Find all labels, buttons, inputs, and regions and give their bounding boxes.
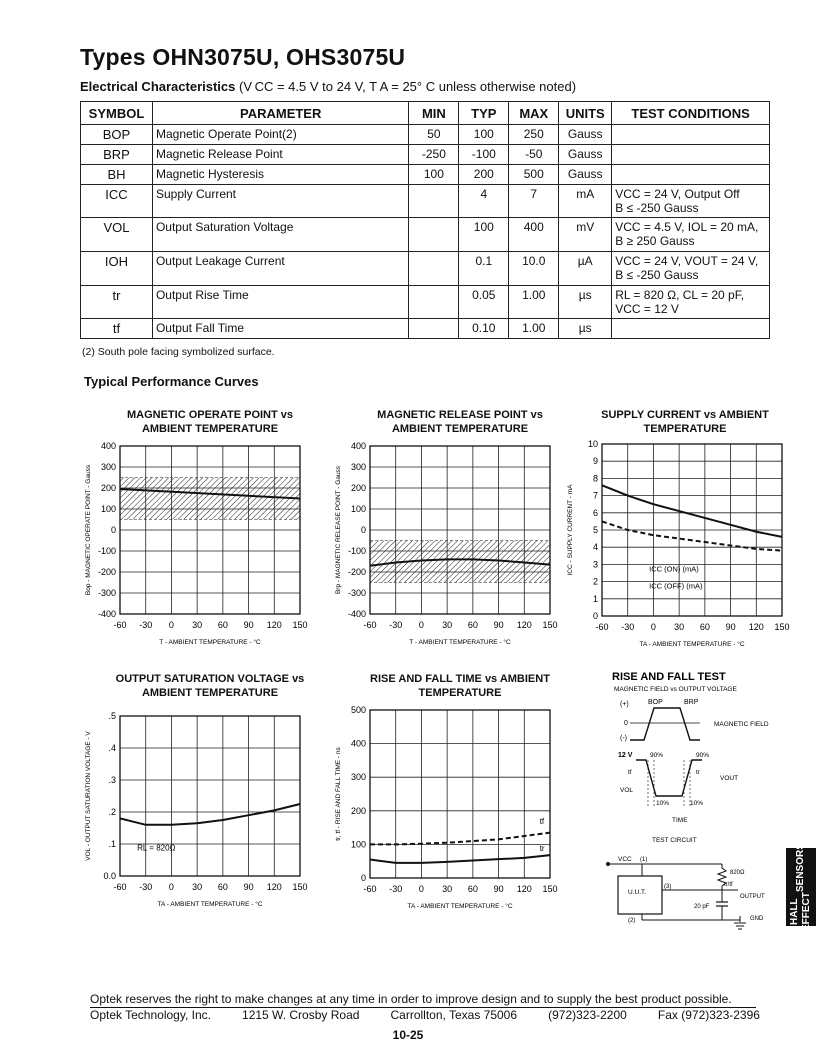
- cell-param: Magnetic Operate Point(2): [152, 125, 408, 145]
- y-tick-label: -300: [97, 588, 116, 598]
- series-line: [120, 804, 300, 825]
- tab-line-2: SENSORS: [795, 843, 806, 892]
- cell-sym: BH: [81, 165, 153, 185]
- series-line: [602, 521, 782, 550]
- y-tick-label: 5: [592, 525, 598, 535]
- y-tick-label: 1: [592, 593, 598, 604]
- x-tick-label: 120: [266, 620, 282, 630]
- x-tick-label: 120: [516, 884, 532, 894]
- rl-annotation: RL = 820Ω: [137, 843, 176, 853]
- x-tick-label: 90: [725, 622, 736, 632]
- y-tick-label: .3: [108, 775, 116, 785]
- test-condition-line: B ≤ -250 Gauss: [615, 201, 699, 215]
- table-row: [81, 185, 770, 218]
- section-title: Typical Performance Curves: [84, 374, 259, 389]
- cell-min: 50: [409, 125, 459, 145]
- rise-fall-test-diagram: [598, 668, 784, 932]
- chart-1-title: [110, 408, 310, 436]
- x-tick-label: -30: [389, 884, 403, 894]
- test-condition-line: B ≤ -250 Gauss: [615, 268, 699, 282]
- electrical-characteristics-table: [80, 101, 770, 339]
- col-header: PARAMETER: [152, 102, 408, 125]
- y-tick-label: 3: [592, 559, 598, 570]
- y-tick-label: 2: [592, 576, 598, 587]
- cell-max: 1.00: [509, 319, 559, 339]
- vcc-label: VCC: [618, 856, 632, 863]
- pin3-label: (3): [664, 884, 672, 890]
- timing-title: RISE AND FALL TEST: [612, 671, 726, 683]
- y-tick-label: 7: [592, 490, 598, 501]
- cell-param: Magnetic Hysteresis: [152, 165, 408, 185]
- x-axis-label: T - AMBIENT TEMPERATURE - °C: [409, 639, 511, 646]
- x-tick-label: 120: [516, 620, 532, 630]
- magnetic-field-wave: [630, 708, 700, 740]
- y-tick-label: 200: [100, 483, 116, 493]
- x-tick-label: 0: [168, 620, 174, 630]
- output-label: OUTPUT: [740, 894, 765, 900]
- tolerance-band: [120, 478, 300, 520]
- y-tick-label: 0: [110, 525, 116, 535]
- cell-sym: tr: [81, 286, 153, 319]
- y-tick-label: 0: [360, 873, 366, 883]
- y-tick-label: 100: [350, 504, 366, 514]
- y-tick-label: 200: [350, 805, 366, 816]
- x-tick-label: 0: [418, 620, 424, 630]
- x-tick-label: -60: [595, 622, 609, 632]
- cell-min: [409, 185, 459, 218]
- y-tick-label: .5: [108, 711, 116, 721]
- vout-label: VOUT: [720, 775, 739, 782]
- x-tick-label: 30: [192, 882, 203, 892]
- x-tick-label: 30: [674, 622, 685, 632]
- cell-test-conditions: [612, 319, 770, 339]
- uut-label: U.U.T.: [628, 889, 647, 896]
- cell-typ: 0.1: [459, 252, 509, 286]
- icc-off-label: ICC (OFF) (mA): [649, 581, 703, 591]
- p90a-label: 90%: [650, 752, 664, 759]
- x-tick-label: 150: [774, 622, 790, 632]
- table-row: [81, 218, 770, 252]
- chart-1-title-text: MAGNETIC OPERATE POINT vs AMBIENT TEMPERATURE: [126, 409, 294, 435]
- v12-label: 12 V: [618, 752, 633, 759]
- y-tick-label: 300: [350, 772, 366, 783]
- col-header: MAX: [509, 102, 559, 125]
- x-tick-label: 30: [192, 620, 203, 630]
- chart-2-title: [360, 408, 560, 436]
- col-header: TYP: [459, 102, 509, 125]
- cell-sym: IOH: [81, 252, 153, 286]
- footer-address: 1215 W. Crosby Road: [242, 1008, 360, 1022]
- x-tick-label: -60: [113, 620, 127, 630]
- cell-units: Gauss: [559, 165, 612, 185]
- y-tick-label: 400: [100, 441, 116, 451]
- x-tick-label: -60: [113, 882, 127, 892]
- tr-series-label: tr: [539, 844, 545, 854]
- y-tick-label: .2: [108, 807, 116, 817]
- y-tick-label: -400: [97, 609, 116, 619]
- cell-typ: 0.10: [459, 319, 509, 339]
- cell-units: µA: [559, 252, 612, 286]
- minus-label: (-): [620, 735, 627, 742]
- cell-test-conditions: [612, 218, 770, 252]
- series-line: [370, 855, 550, 863]
- y-axis-label: ICC - SUPPLY CURRENT - mA: [567, 484, 574, 576]
- table-row: [81, 319, 770, 339]
- tf-series-label: tf: [539, 817, 545, 827]
- x-tick-label: 0: [650, 622, 656, 632]
- chart-5-title: [360, 672, 560, 700]
- chart-saturation-voltage: [80, 700, 320, 922]
- x-tick-label: 90: [493, 884, 504, 894]
- x-tick-label: -30: [389, 620, 403, 630]
- cell-min: [409, 286, 459, 319]
- y-axis-label: Brp - MAGNETIC RELEASE POINT - Gauss: [335, 465, 342, 595]
- timing-subtitle: MAGNETIC FIELD vs OUTPUT VOLTAGE: [614, 686, 737, 693]
- cell-test-conditions: [612, 165, 770, 185]
- y-tick-label: .4: [108, 743, 116, 753]
- cell-max: 400: [509, 218, 559, 252]
- footer-notice-text: Optek reserves the right to make changes at any time in order to improve design and to supply the best product possible.: [90, 992, 756, 1008]
- pin1-label: (1): [640, 857, 648, 863]
- footer-phone: (972)323-2200: [548, 1008, 627, 1022]
- table-row: [81, 286, 770, 319]
- cell-param: Output Rise Time: [152, 286, 408, 319]
- y-axis-label: tr, tf - RISE AND FALL TIME - ns: [335, 747, 342, 841]
- x-tick-label: 120: [748, 622, 764, 632]
- y-tick-label: 300: [100, 462, 116, 472]
- chart-4-title: [110, 672, 310, 700]
- cell-typ: 100: [459, 218, 509, 252]
- chart-operate-point: [80, 436, 320, 648]
- p90b-label: 90%: [696, 752, 710, 759]
- y-tick-label: 500: [350, 705, 366, 715]
- cell-units: Gauss: [559, 125, 612, 145]
- y-tick-label: 0.0: [103, 871, 116, 881]
- y-tick-label: -200: [97, 567, 116, 577]
- x-tick-label: 150: [292, 620, 308, 630]
- cell-units: µs: [559, 286, 612, 319]
- chart-3-title-text: SUPPLY CURRENT vs AMBIENT TEMPERATURE: [601, 409, 769, 435]
- section-side-tab: [786, 843, 816, 931]
- cell-units: Gauss: [559, 145, 612, 165]
- circuit-title: TEST CIRCUIT: [652, 837, 697, 844]
- y-tick-label: 200: [350, 483, 366, 493]
- test-condition-line: VCC = 24 V, Output Off: [615, 187, 740, 201]
- y-tick-label: -300: [347, 588, 366, 598]
- col-header: TEST CONDITIONS: [612, 102, 770, 125]
- x-tick-label: 0: [168, 882, 174, 892]
- cell-units: mV: [559, 218, 612, 252]
- y-tick-label: 100: [100, 504, 116, 514]
- output-wave: [636, 760, 702, 796]
- cell-min: [409, 319, 459, 339]
- test-condition-line: VCC = 4.5 V, IOL = 20 mA,: [615, 220, 759, 234]
- test-condition-line: VCC = 12 V: [615, 302, 679, 316]
- footnote: (2) South pole facing symbolized surface.: [82, 346, 275, 358]
- table-row: [81, 145, 770, 165]
- x-tick-label: 30: [442, 620, 453, 630]
- test-condition-line: RL = 820 Ω, CL = 20 pF,: [615, 288, 745, 302]
- x-axis-label: TA - AMBIENT TEMPERATURE - °C: [407, 903, 513, 910]
- caption-bold: Electrical Characteristics: [80, 79, 236, 94]
- bop-label: BOP: [648, 699, 663, 706]
- x-tick-label: 90: [243, 882, 254, 892]
- x-tick-label: -30: [621, 622, 635, 632]
- cell-max: 7: [509, 185, 559, 218]
- zero-label: 0: [624, 720, 628, 727]
- chart-rise-fall-time: [330, 700, 570, 922]
- vol-label: VOL: [620, 787, 634, 794]
- x-axis-label: TA - AMBIENT TEMPERATURE - °C: [157, 901, 263, 908]
- y-axis-label: Bop - MAGNETIC OPERATE POINT - Gauss: [85, 464, 92, 596]
- icc-on-label: ICC (ON) (mA): [649, 564, 699, 574]
- x-tick-label: -30: [139, 620, 153, 630]
- y-tick-label: 4: [592, 542, 598, 553]
- x-tick-label: 150: [542, 884, 558, 894]
- cap-label: 20 pF: [694, 904, 710, 910]
- footer-city: Carrollton, Texas 75006: [390, 1008, 518, 1022]
- res-label: 820Ω: [730, 870, 745, 876]
- x-tick-label: 60: [217, 620, 228, 630]
- cell-test-conditions: [612, 286, 770, 319]
- footer-notice: [90, 992, 756, 1008]
- caption-conditions: (V CC = 4.5 V to 24 V, T A = 25° C unless otherwise noted): [235, 79, 577, 94]
- cell-typ: 4: [459, 185, 509, 218]
- col-header: UNITS: [559, 102, 612, 125]
- x-tick-label: 90: [493, 620, 504, 630]
- cell-max: 250: [509, 125, 559, 145]
- tf-label: tf: [628, 769, 632, 776]
- y-axis-label: VOL - OUTPUT SATURATION VOLTAGE - V: [85, 731, 92, 861]
- cell-units: mA: [559, 185, 612, 218]
- table-row: [81, 165, 770, 185]
- chart-supply-current: [567, 436, 802, 648]
- y-tick-label: 0: [592, 611, 598, 621]
- x-tick-label: 60: [467, 884, 478, 894]
- cell-sym: tf: [81, 319, 153, 339]
- pin2-label: (2): [628, 918, 636, 924]
- cell-max: -50: [509, 145, 559, 165]
- cell-param: Supply Current: [152, 185, 408, 218]
- cell-max: 10.0: [509, 252, 559, 286]
- table-row: [81, 252, 770, 286]
- series-line: [370, 833, 550, 845]
- y-tick-label: -100: [347, 546, 366, 556]
- cell-test-conditions: [612, 252, 770, 286]
- y-tick-label: 0: [360, 525, 366, 535]
- cell-typ: 200: [459, 165, 509, 185]
- footer-fax: Fax (972)323-2396: [657, 1008, 760, 1022]
- col-header: SYMBOL: [81, 102, 153, 125]
- cell-min: [409, 252, 459, 286]
- y-tick-label: 100: [350, 839, 366, 850]
- y-tick-label: -100: [97, 546, 116, 556]
- p10b-label: 10%: [690, 800, 704, 807]
- y-tick-label: 300: [350, 462, 366, 472]
- x-tick-label: 30: [442, 884, 453, 894]
- cell-typ: 0.05: [459, 286, 509, 319]
- test-condition-line: B ≥ 250 Gauss: [615, 234, 695, 248]
- x-tick-label: 0: [418, 884, 424, 894]
- cell-test-conditions: [612, 145, 770, 165]
- y-tick-label: -400: [347, 609, 366, 619]
- x-tick-label: 150: [292, 882, 308, 892]
- cell-sym: BRP: [81, 145, 153, 165]
- x-tick-label: 120: [266, 882, 282, 892]
- series-line: [602, 485, 782, 537]
- trtf-label: tr/tf: [724, 882, 733, 888]
- cell-max: 500: [509, 165, 559, 185]
- footer-contact: [90, 1008, 760, 1022]
- y-tick-label: -200: [347, 567, 366, 577]
- cell-min: [409, 218, 459, 252]
- cell-sym: VOL: [81, 218, 153, 252]
- cell-typ: -100: [459, 145, 509, 165]
- x-tick-label: -30: [139, 882, 153, 892]
- x-axis-label: T - AMBIENT TEMPERATURE - °C: [159, 639, 261, 646]
- x-tick-label: 60: [217, 882, 228, 892]
- cell-sym: BOP: [81, 125, 153, 145]
- y-tick-label: 6: [592, 507, 598, 518]
- magnetic-field-label: MAGNETIC FIELD: [714, 721, 769, 728]
- chart-4-title-text: OUTPUT SATURATION VOLTAGE vs AMBIENT TEMPERATURE: [115, 673, 305, 699]
- chart-3-title: [600, 408, 770, 436]
- cell-min: -250: [409, 145, 459, 165]
- y-tick-label: 8: [592, 473, 598, 484]
- table-row: [81, 125, 770, 145]
- tab-line-1: HALL EFFECT: [789, 892, 812, 931]
- cell-units: µs: [559, 319, 612, 339]
- cell-min: 100: [409, 165, 459, 185]
- chart-release-point: [330, 436, 570, 648]
- x-tick-label: 60: [467, 620, 478, 630]
- cell-param: Output Leakage Current: [152, 252, 408, 286]
- x-tick-label: 150: [542, 620, 558, 630]
- x-tick-label: 90: [243, 620, 254, 630]
- y-tick-label: 9: [592, 456, 598, 467]
- cell-param: Output Fall Time: [152, 319, 408, 339]
- cell-test-conditions: [612, 185, 770, 218]
- y-tick-label: 10: [587, 439, 598, 449]
- x-tick-label: -60: [363, 884, 377, 894]
- plot-frame: [370, 710, 550, 878]
- chart-2-title-text: MAGNETIC RELEASE POINT vs AMBIENT TEMPERATURE: [377, 409, 543, 435]
- test-condition-line: VCC = 24 V, VOUT = 24 V,: [615, 254, 759, 268]
- footer-company: Optek Technology, Inc.: [90, 1008, 211, 1022]
- table-caption: [80, 79, 576, 94]
- y-tick-label: .1: [108, 839, 116, 849]
- tr-label: tr: [696, 769, 700, 776]
- cell-param: Magnetic Release Point: [152, 145, 408, 165]
- cell-sym: ICC: [81, 185, 153, 218]
- cell-typ: 100: [459, 125, 509, 145]
- y-tick-label: 400: [350, 738, 366, 749]
- y-tick-label: 400: [350, 441, 366, 451]
- cell-param: Output Saturation Voltage: [152, 218, 408, 252]
- col-header: MIN: [409, 102, 459, 125]
- x-axis-label: TA - AMBIENT TEMPERATURE - °C: [639, 641, 745, 648]
- cell-max: 1.00: [509, 286, 559, 319]
- time-label: TIME: [672, 817, 688, 824]
- x-tick-label: 60: [699, 622, 710, 632]
- gnd-label: GND: [750, 916, 764, 922]
- cell-test-conditions: [612, 125, 770, 145]
- x-tick-label: -60: [363, 620, 377, 630]
- page-number: 10-25: [392, 1028, 424, 1042]
- plus-label: (+): [620, 701, 629, 708]
- chart-5-title-text: RISE AND FALL TIME vs AMBIENT TEMPERATURE: [370, 673, 550, 699]
- page-title: Types OHN3075U, OHS3075U: [80, 44, 406, 70]
- brp-label: BRP: [684, 699, 699, 706]
- p10a-label: 10%: [656, 800, 670, 807]
